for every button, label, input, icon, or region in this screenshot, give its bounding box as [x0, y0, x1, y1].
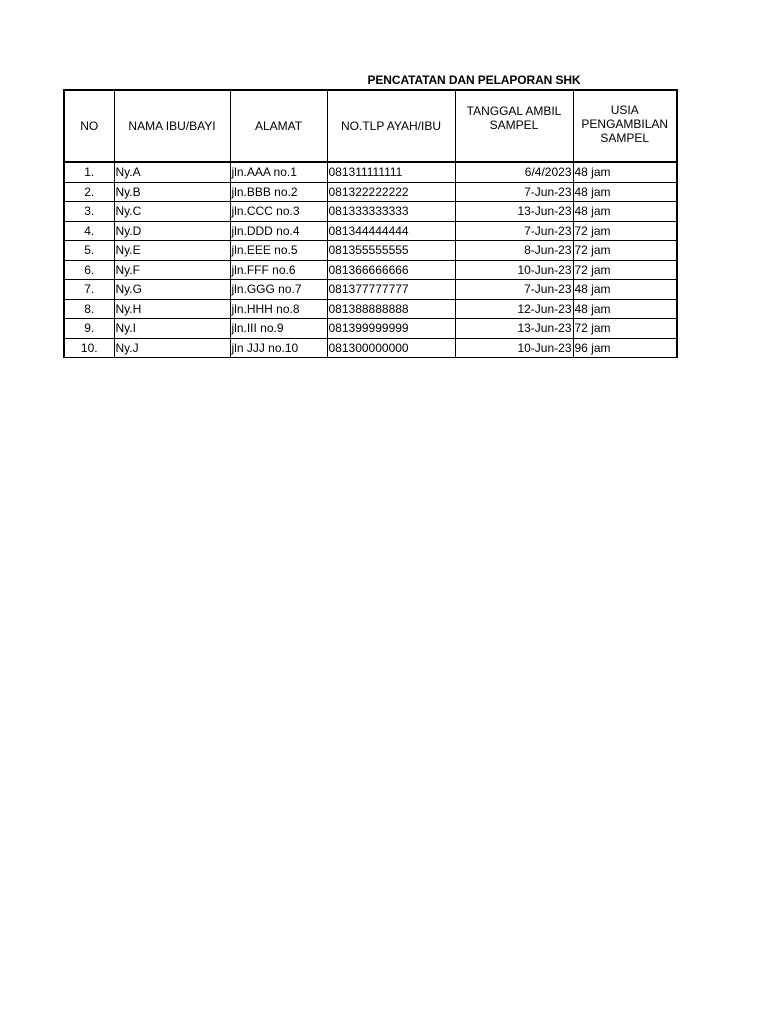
table-body — [64, 162, 677, 358]
header-no-tlp: NO.TLP AYAH/IBU — [327, 90, 455, 162]
cell-no-tlp: 081333333333 — [327, 202, 455, 222]
shk-records-table — [63, 89, 678, 358]
cell-usia: 72 jam — [573, 319, 677, 339]
cell-nama: Ny.E — [114, 241, 230, 261]
cell-usia: 48 jam — [573, 162, 677, 182]
table-row — [64, 241, 677, 261]
cell-no: 7. — [64, 280, 114, 300]
cell-nama: Ny.G — [114, 280, 230, 300]
cell-no-tlp: 081377777777 — [327, 280, 455, 300]
cell-tanggal: 7-Jun-23 — [455, 221, 573, 241]
cell-alamat: jln.HHH no.8 — [230, 299, 327, 319]
cell-tanggal: 13-Jun-23 — [455, 202, 573, 222]
cell-alamat: jln.EEE no.5 — [230, 241, 327, 261]
cell-nama: Ny.H — [114, 299, 230, 319]
table-row — [64, 319, 677, 339]
cell-no-tlp: 081300000000 — [327, 338, 455, 358]
cell-nama: Ny.C — [114, 202, 230, 222]
cell-nama: Ny.A — [114, 162, 230, 182]
cell-tanggal: 10-Jun-23 — [455, 260, 573, 280]
cell-nama: Ny.J — [114, 338, 230, 358]
cell-tanggal: 7-Jun-23 — [455, 280, 573, 300]
cell-usia: 48 jam — [573, 280, 677, 300]
table-row — [64, 338, 677, 358]
cell-alamat: jln.DDD no.4 — [230, 221, 327, 241]
cell-nama: Ny.B — [114, 182, 230, 202]
cell-tanggal: 10-Jun-23 — [455, 338, 573, 358]
cell-no: 4. — [64, 221, 114, 241]
cell-alamat: jln JJJ no.10 — [230, 338, 327, 358]
table-row — [64, 202, 677, 222]
cell-no: 2. — [64, 182, 114, 202]
cell-usia: 72 jam — [573, 260, 677, 280]
header-tanggal-ambil-sampel: TANGGAL AMBIL SAMPEL — [455, 90, 573, 162]
table-row — [64, 182, 677, 202]
cell-tanggal: 8-Jun-23 — [455, 241, 573, 261]
table-header-row — [64, 90, 677, 162]
table-row — [64, 299, 677, 319]
header-no: NO — [64, 90, 114, 162]
cell-no: 6. — [64, 260, 114, 280]
cell-tanggal: 6/4/2023 — [455, 162, 573, 182]
cell-tanggal: 13-Jun-23 — [455, 319, 573, 339]
cell-no-tlp: 081399999999 — [327, 319, 455, 339]
cell-alamat: jln.CCC no.3 — [230, 202, 327, 222]
cell-usia: 72 jam — [573, 221, 677, 241]
header-nama-ibu-bayi: NAMA IBU/BAYI — [114, 90, 230, 162]
cell-alamat: jln.III no.9 — [230, 319, 327, 339]
cell-no: 5. — [64, 241, 114, 261]
cell-no-tlp: 081311111111 — [327, 162, 455, 182]
table-row — [64, 280, 677, 300]
cell-no: 8. — [64, 299, 114, 319]
cell-usia: 48 jam — [573, 299, 677, 319]
cell-usia: 72 jam — [573, 241, 677, 261]
cell-no-tlp: 081388888888 — [327, 299, 455, 319]
cell-no: 1. — [64, 162, 114, 182]
cell-alamat: jln.GGG no.7 — [230, 280, 327, 300]
cell-no-tlp: 081344444444 — [327, 221, 455, 241]
cell-no: 3. — [64, 202, 114, 222]
cell-no-tlp: 081355555555 — [327, 241, 455, 261]
cell-nama: Ny.F — [114, 260, 230, 280]
table-row — [64, 260, 677, 280]
cell-alamat: jln.AAA no.1 — [230, 162, 327, 182]
table-row — [64, 221, 677, 241]
header-alamat: ALAMAT — [230, 90, 327, 162]
cell-no: 9. — [64, 319, 114, 339]
cell-alamat: jln.BBB no.2 — [230, 182, 327, 202]
cell-usia: 48 jam — [573, 202, 677, 222]
cell-tanggal: 12-Jun-23 — [455, 299, 573, 319]
cell-usia: 48 jam — [573, 182, 677, 202]
cell-no-tlp: 081322222222 — [327, 182, 455, 202]
cell-usia: 96 jam — [573, 338, 677, 358]
cell-nama: Ny.I — [114, 319, 230, 339]
table-row — [64, 162, 677, 182]
cell-no: 10. — [64, 338, 114, 358]
header-usia-pengambilan-sampel: USIA PENGAMBILAN SAMPEL — [573, 90, 677, 162]
cell-nama: Ny.D — [114, 221, 230, 241]
document-title: PENCATATAN DAN PELAPORAN SHK — [367, 73, 581, 87]
cell-tanggal: 7-Jun-23 — [455, 182, 573, 202]
cell-no-tlp: 081366666666 — [327, 260, 455, 280]
cell-alamat: jln.FFF no.6 — [230, 260, 327, 280]
